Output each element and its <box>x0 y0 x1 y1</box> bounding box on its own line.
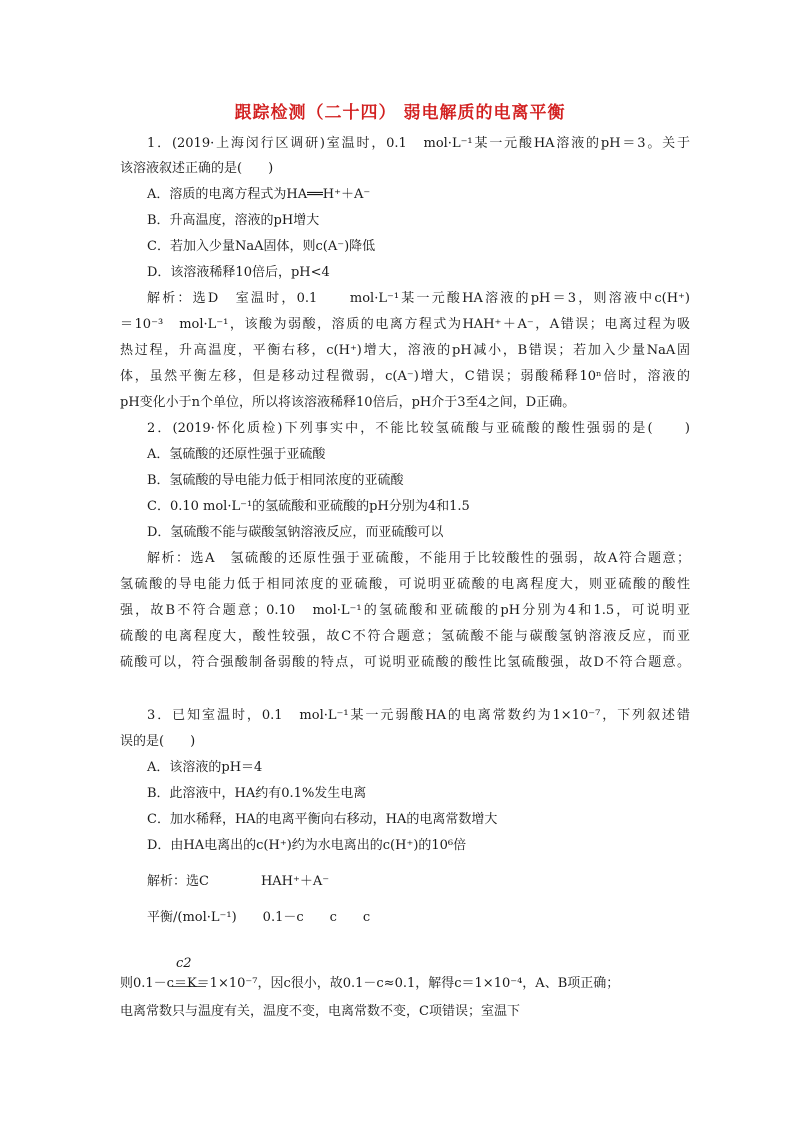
q1-analysis-line-3: 热过程，升高温度，平衡右移，c(H⁺)增大，溶液的pH减小，B错误；若加入少量NaA固 <box>120 343 690 358</box>
q1-analysis-line-5: pH变化小于n个单位，所以将该溶液稀释10倍后，pH介于3至4之间，D正确。 <box>120 395 576 410</box>
q1-option-a: A．溶质的电离方程式为HA══H⁺＋A⁻ <box>147 187 371 202</box>
q2-option-b: B．氢硫酸的导电能力低于相同浓度的亚硫酸 <box>147 473 404 488</box>
q1-option-b: B．升高温度，溶液的pH增大 <box>147 213 320 228</box>
q3-analysis-line-3: 则0.1－c＝K＝1×10⁻⁷，因c很小，故0.1－c≈0.1，解得c＝1×10⁻⁴，A、B项正确； <box>120 976 620 991</box>
q3-stem-line-1: 3．已知室温时，0.1 mol·L⁻¹某一元弱酸HA的电离常数约为1×10⁻⁷，下列叙述错 <box>147 708 690 723</box>
q2-analysis-line-4: 硫酸的电离程度大，酸性较强，故C不符合题意；氢硫酸不能与碳酸氢钠溶液反应，而亚 <box>120 629 690 644</box>
page-title: 跟踪检测（二十四） 弱电解质的电离平衡 <box>234 103 566 123</box>
q3-equilibrium-line: 平衡/(mol·L⁻¹) 0.1－c c c <box>147 910 371 925</box>
fraction-numerator: c2 <box>176 956 192 971</box>
q1-analysis-line-1: 解析：选D 室温时，0.1 mol·L⁻¹某一元酸HA溶液的pH＝3，则溶液中c(H⁺) <box>147 291 690 306</box>
q1-analysis-line-2: ＝10⁻³ mol·L⁻¹，该酸为弱酸，溶质的电离方程式为HAH⁺＋A⁻，A错误；电离过程为吸 <box>120 317 690 332</box>
q2-option-c: C．0.10 mol·L⁻¹的氢硫酸和亚硫酸的pH分别为4和1.5 <box>147 499 470 514</box>
q1-stem-line-1: 1．(2019·上海闵行区调研)室温时，0.1 mol·L⁻¹某一元酸HA溶液的pH＝3。关于 <box>147 136 690 151</box>
q2-stem-line-1: 2．(2019·怀化质检)下列事实中，不能比较氢硫酸与亚硫酸的酸性强弱的是( ) <box>147 421 690 436</box>
q2-analysis-line-5: 硫酸可以，符合强酸制备弱酸的特点，可说明亚硫酸的酸性比氢硫酸强，故D不符合题意。 <box>120 655 690 670</box>
q1-option-d: D．该溶液稀释10倍后，pH<4 <box>147 265 330 280</box>
q3-option-c: C．加水稀释，HA的电离平衡向右移动，HA的电离常数增大 <box>147 812 498 827</box>
q1-option-c: C．若加入少量NaA固体，则c(A⁻)降低 <box>147 239 376 254</box>
q1-stem-line-2: 该溶液叙述正确的是( ) <box>120 161 274 176</box>
q3-stem-line-2: 误的是( ) <box>120 734 196 749</box>
q2-option-d: D．氢硫酸不能与碳酸氢钠溶液反应，而亚硫酸可以 <box>147 525 444 540</box>
q3-option-b: B．此溶液中，HA约有0.1%发生电离 <box>147 786 367 801</box>
q2-analysis-line-1: 解析：选A 氢硫酸的还原性强于亚硫酸，不能用于比较酸性的强弱，故A符合题意； <box>147 551 690 566</box>
q3-analysis-line-4: 电离常数只与温度有关，温度不变，电离常数不变，C项错误；室温下 <box>120 1004 520 1019</box>
q3-option-a: A．该溶液的pH＝4 <box>147 760 263 775</box>
q3-option-d: D．由HA电离出的c(H⁺)约为水电离出的c(H⁺)的10⁶倍 <box>147 838 467 853</box>
q2-option-a: A．氢硫酸的还原性强于亚硫酸 <box>147 447 326 462</box>
q1-analysis-line-4: 体，虽然平衡左移，但是移动过程微弱，c(A⁻)增大，C错误；弱酸稀释10ⁿ倍时，溶液的 <box>120 369 690 384</box>
q3-analysis-line-1: 解析：选C HAH⁺＋A⁻ <box>147 874 330 889</box>
q2-analysis-line-3: 强，故B不符合题意；0.10 mol·L⁻¹的氢硫酸和亚硫酸的pH分别为4和1.5，可说明亚 <box>120 603 690 618</box>
q2-analysis-line-2: 氢硫酸的导电能力低于相同浓度的亚硫酸，可说明亚硫酸的电离程度大，则亚硫酸的酸性 <box>120 577 690 592</box>
